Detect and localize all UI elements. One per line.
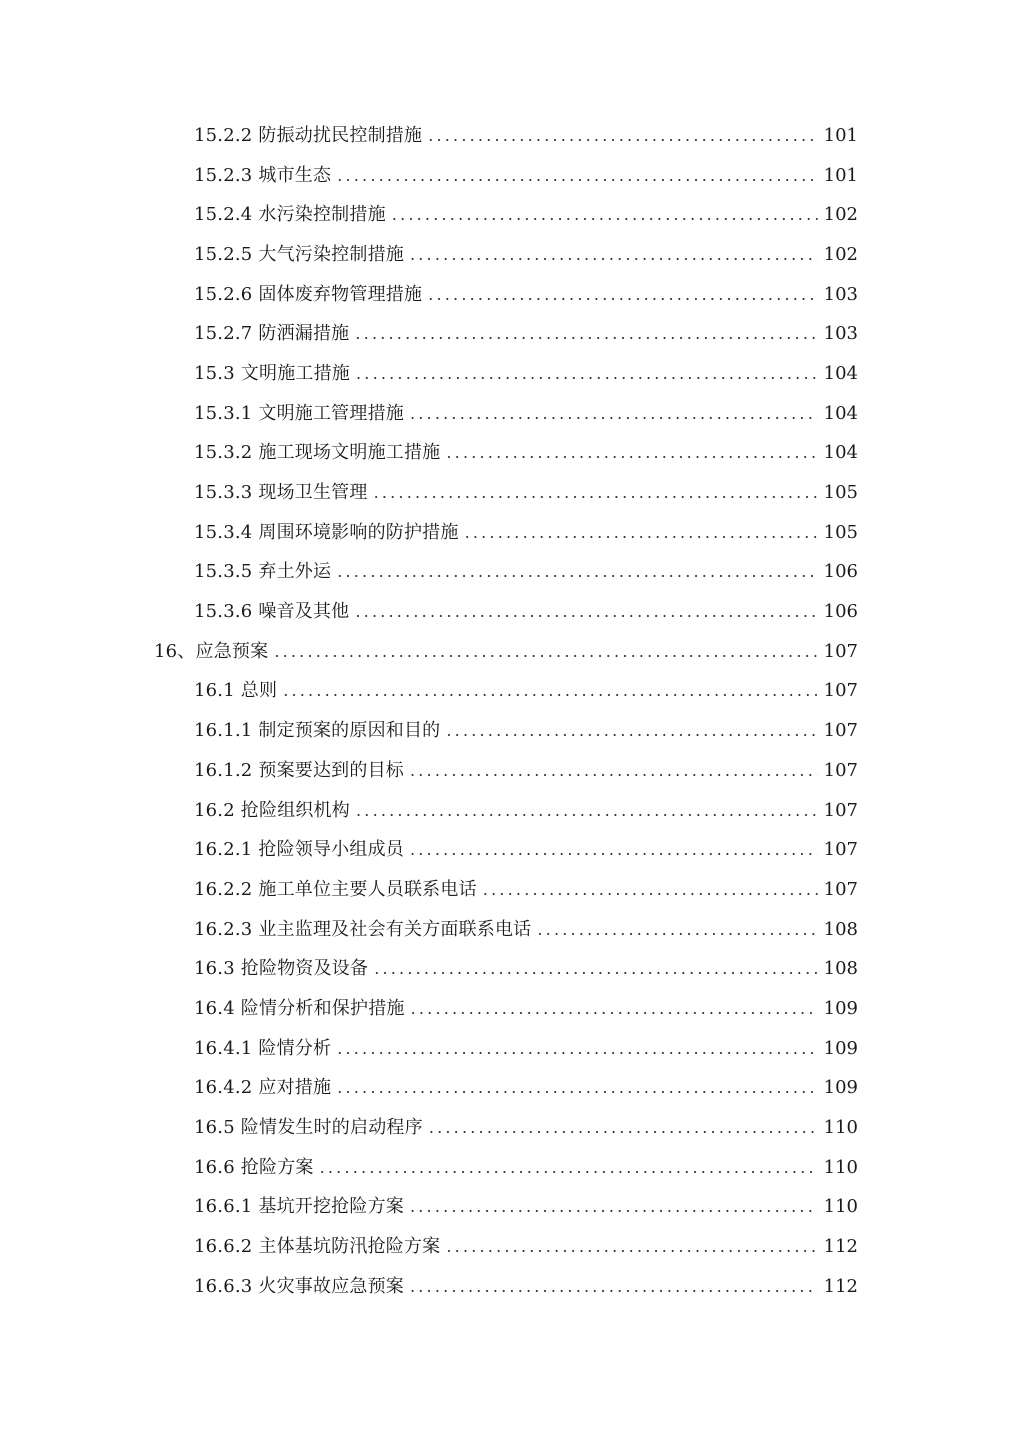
toc-entry-title: 16.4.2 应对措施 xyxy=(194,1077,332,1099)
toc-entry-page-number: 106 xyxy=(823,561,858,583)
toc-entry[interactable] xyxy=(0,354,1012,394)
toc-entry-title: 15.3.5 弃土外运 xyxy=(194,561,332,583)
toc-entry-page-number: 108 xyxy=(823,918,858,940)
toc-entry-page-number: 102 xyxy=(823,204,858,226)
toc-entry-page-number: 109 xyxy=(823,997,858,1019)
toc-dot-leader xyxy=(429,1120,818,1136)
toc-dot-leader xyxy=(356,803,818,819)
toc-entry[interactable] xyxy=(0,949,1012,989)
toc-entry[interactable] xyxy=(0,1108,1012,1148)
toc-entry-page-number: 107 xyxy=(823,878,858,900)
toc-entry-title: 16.6 抢险方案 xyxy=(194,1156,314,1178)
toc-dot-leader xyxy=(428,287,817,303)
toc-entry[interactable] xyxy=(0,314,1012,354)
toc-entry-title: 16.6.2 主体基坑防汛抢险方案 xyxy=(194,1236,441,1258)
toc-dot-leader xyxy=(410,247,818,263)
toc-entry-title: 15.3.6 噪音及其他 xyxy=(194,601,350,623)
toc-dot-leader xyxy=(283,683,817,699)
toc-entry-page-number: 108 xyxy=(823,958,858,980)
toc-dot-leader xyxy=(446,1239,817,1255)
toc-dot-leader xyxy=(356,366,818,382)
toc-entry-page-number: 109 xyxy=(823,1077,858,1099)
toc-entry-title: 15.3 文明施工措施 xyxy=(194,362,350,384)
toc-entry-title: 16.1.1 制定预案的原因和目的 xyxy=(194,720,441,742)
toc-entry[interactable] xyxy=(0,791,1012,831)
toc-dot-leader xyxy=(337,168,817,184)
toc-entry-page-number: 112 xyxy=(823,1236,858,1258)
toc-entry-title: 16.4 险情分析和保护措施 xyxy=(194,997,405,1019)
toc-entry[interactable] xyxy=(0,751,1012,791)
toc-entry[interactable] xyxy=(0,870,1012,910)
toc-entry-page-number: 107 xyxy=(823,720,858,742)
toc-entry-page-number: 107 xyxy=(823,759,858,781)
toc-entry-title: 15.2.3 城市生态 xyxy=(194,164,332,186)
toc-entry-title: 16.6.3 火灾事故应急预案 xyxy=(194,1275,404,1297)
toc-dot-leader xyxy=(537,922,817,938)
toc-entry-page-number: 105 xyxy=(823,482,858,504)
toc-entry-page-number: 103 xyxy=(823,283,858,305)
toc-entry-title: 16.6.1 基坑开挖抢险方案 xyxy=(194,1196,404,1218)
toc-entry-page-number: 103 xyxy=(823,323,858,345)
toc-dot-leader xyxy=(428,128,817,144)
toc-entry[interactable] xyxy=(0,394,1012,434)
toc-entry-title: 15.2.7 防洒漏措施 xyxy=(194,323,350,345)
toc-entry-title: 16.3 抢险物资及设备 xyxy=(194,958,369,980)
toc-entry-page-number: 102 xyxy=(823,243,858,265)
toc-dot-leader xyxy=(374,961,817,977)
toc-entry[interactable] xyxy=(0,553,1012,593)
toc-entry-title: 15.3.2 施工现场文明施工措施 xyxy=(194,442,441,464)
toc-entry-title: 16.1.2 预案要达到的目标 xyxy=(194,759,404,781)
toc-entry[interactable] xyxy=(0,711,1012,751)
toc-dot-leader xyxy=(410,1199,818,1215)
toc-entry[interactable] xyxy=(0,116,1012,156)
toc-entry-title: 15.3.3 现场卫生管理 xyxy=(194,482,368,504)
toc-dot-leader xyxy=(410,763,818,779)
toc-entry-page-number: 110 xyxy=(823,1196,858,1218)
toc-entry-title: 16.1 总则 xyxy=(194,680,278,702)
toc-entry-title: 16.2.2 施工单位主要人员联系电话 xyxy=(194,878,477,900)
toc-entry[interactable] xyxy=(0,434,1012,474)
toc-entry-page-number: 112 xyxy=(823,1275,858,1297)
toc-entry-title: 16.2.1 抢险领导小组成员 xyxy=(194,839,404,861)
toc-entry[interactable] xyxy=(0,513,1012,553)
toc-entry-page-number: 110 xyxy=(823,1117,858,1139)
toc-entry-page-number: 104 xyxy=(823,402,858,424)
toc-entry-page-number: 106 xyxy=(823,601,858,623)
toc-entry[interactable] xyxy=(0,473,1012,513)
toc-dot-leader xyxy=(410,1279,818,1295)
toc-entry-page-number: 107 xyxy=(823,640,858,662)
toc-entry-title: 15.3.1 文明施工管理措施 xyxy=(194,402,404,424)
toc-dot-leader xyxy=(446,445,817,461)
toc-entry-title: 15.3.4 周围环境影响的防护措施 xyxy=(194,521,459,543)
toc-entry-page-number: 109 xyxy=(823,1037,858,1059)
toc-entry-page-number: 101 xyxy=(823,124,858,146)
toc-dot-leader xyxy=(337,1041,817,1057)
toc-dot-leader xyxy=(320,1160,818,1176)
toc-entry-page-number: 104 xyxy=(823,442,858,464)
toc-entry[interactable] xyxy=(0,1227,1012,1267)
toc-dot-leader xyxy=(374,485,818,501)
toc-entry[interactable] xyxy=(0,1188,1012,1228)
toc-entry[interactable] xyxy=(0,156,1012,196)
toc-dot-leader xyxy=(465,525,818,541)
toc-entry[interactable] xyxy=(0,830,1012,870)
toc-entry-page-number: 104 xyxy=(823,362,858,384)
toc-entry[interactable] xyxy=(0,672,1012,712)
toc-entry-page-number: 107 xyxy=(823,799,858,821)
toc-entry-title: 16.5 险情发生时的启动程序 xyxy=(194,1117,423,1139)
toc-entry[interactable] xyxy=(0,592,1012,632)
toc-entry-title: 15.2.2 防振动扰民控制措施 xyxy=(194,124,423,146)
toc-dot-leader xyxy=(410,842,818,858)
toc-dot-leader xyxy=(355,326,817,342)
toc-dot-leader xyxy=(410,406,818,422)
toc-entry-title: 16.4.1 险情分析 xyxy=(194,1037,332,1059)
toc-entry-page-number: 105 xyxy=(823,521,858,543)
toc-entry-title: 16.2 抢险组织机构 xyxy=(194,799,350,821)
toc-dot-leader xyxy=(392,207,818,223)
toc-entry-title: 15.2.5 大气污染控制措施 xyxy=(194,243,404,265)
toc-dot-leader xyxy=(446,723,817,739)
toc-entry[interactable] xyxy=(0,1029,1012,1069)
table-of-contents xyxy=(0,116,1012,1307)
toc-entry[interactable] xyxy=(0,275,1012,315)
toc-entry[interactable] xyxy=(0,989,1012,1029)
toc-entry[interactable] xyxy=(0,1069,1012,1109)
toc-entry-title: 16、应急预案 xyxy=(154,640,269,662)
toc-dot-leader xyxy=(355,604,817,620)
toc-dot-leader xyxy=(337,564,817,580)
toc-entry-title: 16.2.3 业主监理及社会有关方面联系电话 xyxy=(194,918,532,940)
toc-entry[interactable] xyxy=(0,195,1012,235)
toc-entry[interactable] xyxy=(0,910,1012,950)
toc-dot-leader xyxy=(411,1001,818,1017)
toc-entry-title: 15.2.6 固体废弃物管理措施 xyxy=(194,283,423,305)
toc-entry-page-number: 107 xyxy=(823,680,858,702)
toc-entry[interactable] xyxy=(0,235,1012,275)
toc-dot-leader xyxy=(274,644,817,660)
toc-dot-leader xyxy=(337,1080,817,1096)
toc-entry[interactable] xyxy=(0,632,1012,672)
toc-entry[interactable] xyxy=(0,1267,1012,1307)
toc-entry[interactable] xyxy=(0,1148,1012,1188)
toc-entry-page-number: 110 xyxy=(823,1156,858,1178)
toc-entry-page-number: 107 xyxy=(823,839,858,861)
toc-dot-leader xyxy=(483,882,818,898)
toc-entry-title: 15.2.4 水污染控制措施 xyxy=(194,204,386,226)
toc-entry-page-number: 101 xyxy=(823,164,858,186)
